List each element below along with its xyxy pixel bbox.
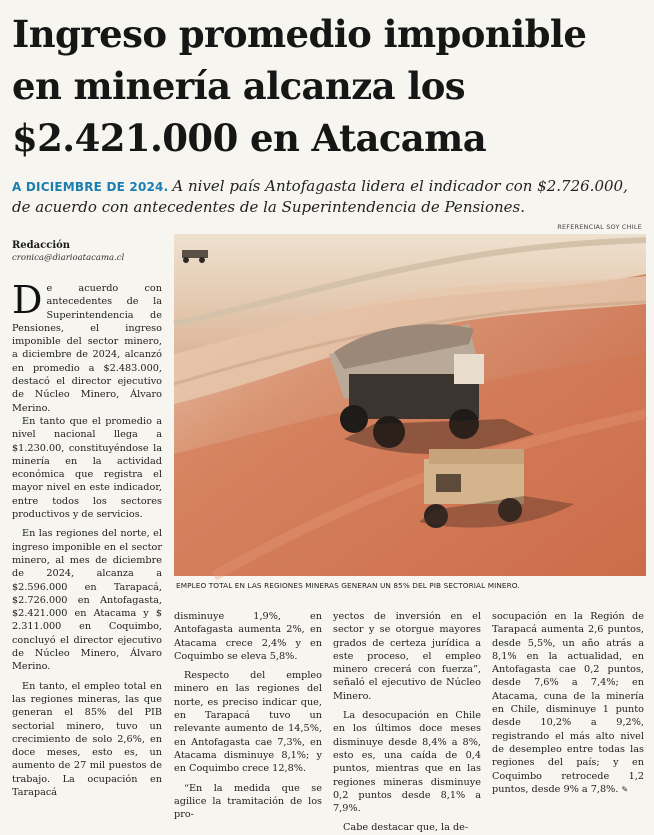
article-paragraph: disminuye 1,9%, en Antofagasta aumenta 2%, en Atacama crece 2,4% y en Coquimbo se eleva 5,8%. xyxy=(174,611,322,662)
lead-paragraph xyxy=(12,176,642,217)
lead-kicker: A DICIEMBRE DE 2024. xyxy=(12,180,169,194)
byline-email: cronica@diarioatacama.cl xyxy=(12,253,125,263)
drop-cap: D xyxy=(12,278,43,322)
article-paragraph: En las regiones del norte, el ingreso imponible en el sector minero, al mes de diciembre de 2024, alcanza a $2.596.000 en Tarapacá, $2.726.000 en Antofagasta, $2.421.000 en Atacama y $ 2.311.000 en Coquimbo, concluyó el director ejecutivo de Núcleo Minero, Álvaro Merino. xyxy=(12,528,162,673)
photo-caption: EMPLEO TOTAL EN LAS REGIONES MINERAS GENERAN UN 85% DEL PIB SECTORIAL MINERO. xyxy=(176,581,520,590)
article-column-3 xyxy=(333,610,481,834)
article-paragraph: yectos de inversión en el sector y se otorgue mayores grados de certeza jurídica a este proceso, el empleo minero crecerá con fuerza”, señaló el ejecutivo de Núcleo Minero. xyxy=(333,611,481,702)
article-paragraph: De acuerdo con antecedentes de la Superintendencia de Pensiones, el ingreso imponible del sector minero, a diciembre de 2024, alcanzó en promedio a $2.483.000, destacó el director ejecutivo de Núcleo Minero, Álvaro Merino. xyxy=(12,278,162,414)
article-paragraph: Respecto del empleo minero en las regiones del norte, es preciso indicar que, en Tarapacá tuvo un relevante aumento de 14,5%, en Antofagasta cae 7,3%, en Atacama disminuye 8,1%; y en Coquimbo crece 12,8%. xyxy=(174,670,322,775)
article-paragraph: “En la medida que se agilice la tramitación de los pro- xyxy=(174,782,322,821)
headline-line-3: $2.421.000 en Atacama xyxy=(12,116,487,160)
article-paragraph: Cabe destacar que, la de- xyxy=(343,822,469,834)
mining-truck-photo xyxy=(174,234,646,576)
headline xyxy=(12,8,646,164)
mining-truck-illustration xyxy=(174,234,646,576)
photo-credit: REFERENCIAL SOY CHILE xyxy=(557,223,642,231)
article-paragraph: socupación en la Región de Tarapacá aumenta 2,6 puntos, desde 5,5%, un año atrás a 8,1% en la actualidad, en Antofagasta cae 0,2 puntos, desde 7,6% a 7,4%; en Atacama, cuna de la minería en Chile, disminuye 1 punto desde 10,2% a 9,2%, registrando el más alto nivel de desempleo entre todas las regiones del país; y en Coquimbo retrocede 1,2 puntos, desde 9% a 7,8%. ✎ xyxy=(492,611,644,795)
article-column-1 xyxy=(12,278,162,822)
article-paragraph: La desocupación en Chile en los últimos doce meses disminuye desde 8,4% a 8%, esto es, una caída de 0,4 puntos, mientras que en las regiones mineras disminuye 0,2 puntos desde 8,1% a 7,9%. xyxy=(333,710,481,815)
headline-line-2: en minería alcanza los xyxy=(12,64,466,108)
lead-text: A nivel país Antofagasta lidera el indicador con $2.726.000, de acuerdo con antecedentes de la Superintendencia de Pensiones. xyxy=(12,177,628,216)
article-paragraph: En tanto que el promedio a nivel nacional llega a $1.230.00, constituyéndose la minería en la actividad económica que registra el mayor nivel en este indicador, entre todos los sectores productivos y de servicios. xyxy=(12,415,162,521)
article-paragraph: En tanto, el empleo total en las regiones mineras, las que generan el 85% del PIB sectorial minero, tuvo un crecimiento de solo 2,6%, en doce meses, esto es, un aumento de 27 mil puestos de trabajo. La ocupación en Tarapacá xyxy=(12,680,162,798)
headline-line-1: Ingreso promedio imponible xyxy=(12,12,587,56)
end-of-article-icon: ✎ xyxy=(621,784,629,794)
article-column-2 xyxy=(174,610,322,825)
article-column-4 xyxy=(492,610,644,825)
byline-author: Redacción xyxy=(12,240,71,251)
